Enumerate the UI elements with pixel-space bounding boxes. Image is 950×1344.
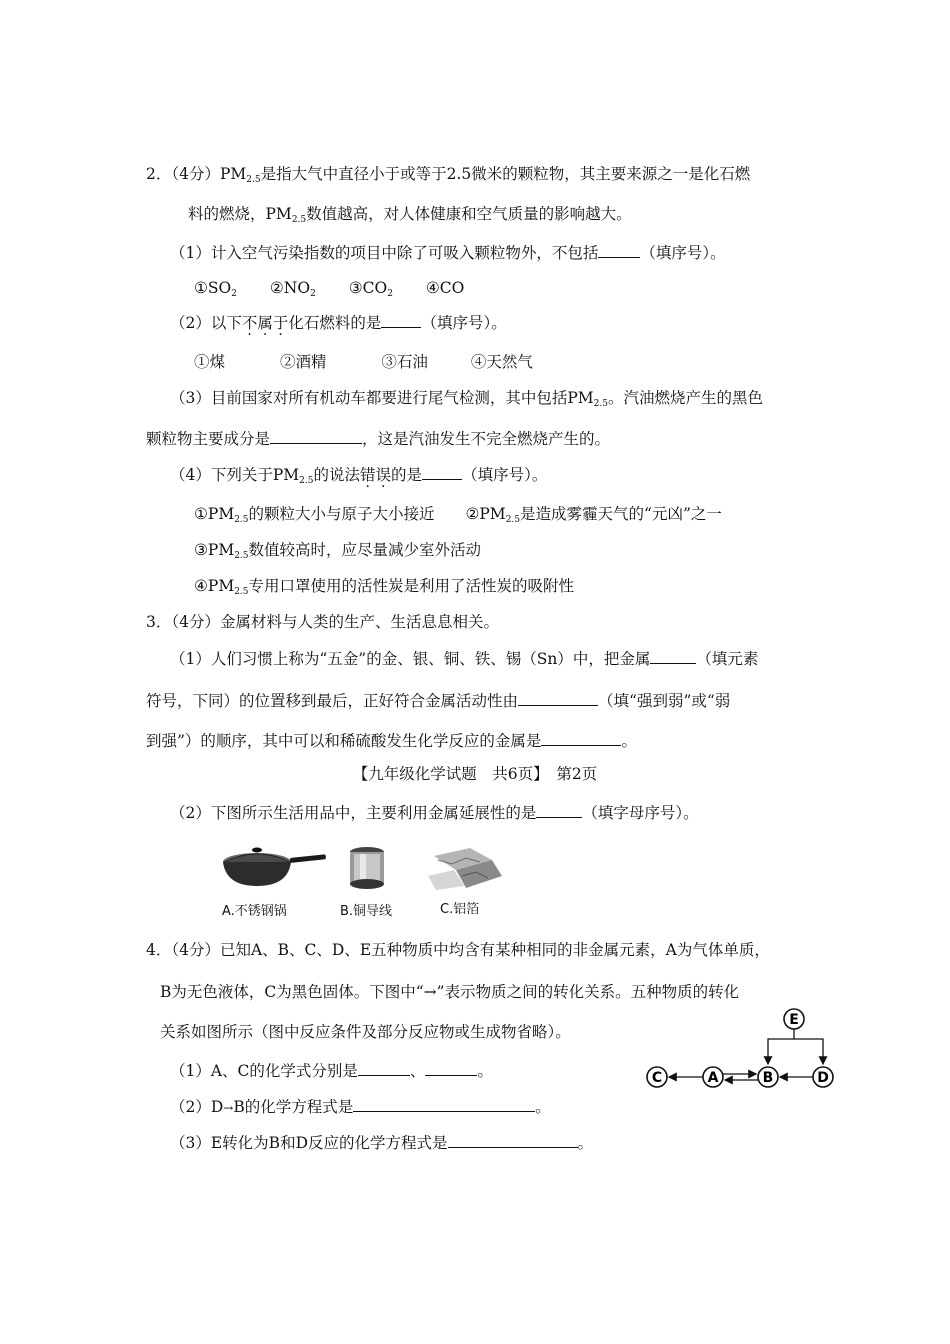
q4-sub3: （3）E转化为B和D反应的化学方程式是 。 [170, 1134, 594, 1152]
emphasis-text: 不属于 [241, 314, 289, 332]
q4-heading-line2: B为无色液体，C为黑色固体。下图中“→”表示物质之间的转化关系。五种物质的转化 [160, 983, 740, 1001]
item-label-c: C.铝箔 [440, 902, 480, 917]
q3-sub1-line2: 符号，下同）的位置移到最后，正好符合金属活动性由 （填“强到弱”或“弱 [146, 692, 731, 710]
answer-blank[interactable] [536, 802, 582, 818]
option: $③CO_2$ [348, 279, 393, 299]
q2-sub1-options [194, 278, 464, 304]
answer-blank[interactable] [541, 730, 621, 746]
q2-heading-line2: 料的燃烧，$PM_{2.5}$数值越高，对人体健康和空气质量的影响越大。 [188, 205, 632, 225]
svg-text:C: C [651, 1070, 663, 1086]
answer-blank[interactable] [270, 428, 362, 444]
q2-sub3: （3）目前国家对所有机动车都要进行尾气检测，其中包括$PM_{2.5}$。汽油燃烧产生的黑色 [170, 389, 764, 409]
option: ④CO [425, 279, 465, 297]
answer-blank[interactable] [425, 1060, 477, 1076]
q2-option-3: $③PM_{2.5}$数值较高时，应尽量减少室外活动 [194, 541, 482, 561]
q4-sub1: （1）A、C的化学式分别是 、 。 [170, 1062, 493, 1080]
q2-heading: 2．（4分）$PM_{2.5}$是指大气中直径小于或等于2.5微米的颗粒物，其主要来源之一是化石燃 [146, 165, 751, 185]
q2-sub2-options [194, 352, 533, 372]
emphasis-text: 错误 [360, 466, 392, 484]
answer-blank[interactable] [650, 648, 696, 664]
q3-heading: 3．（4分）金属材料与人类的生产、生活息息相关。 [146, 613, 499, 631]
node-b [758, 1067, 778, 1087]
answer-blank[interactable] [598, 242, 640, 258]
option: ①煤 [194, 353, 226, 371]
svg-text:A: A [707, 1070, 719, 1086]
item-label-a: A.不锈钢锅 [222, 904, 287, 919]
edge-e-branch [768, 1029, 794, 1064]
q2-option-1-2: $①PM_{2.5}$的颗粒大小与原子大小接近 $②PM_{2.5}$是造成雾霾天气的“元凶”之一 [194, 505, 722, 525]
option: $①SO_2$ [194, 279, 237, 299]
item-label-b: B.铜导线 [340, 904, 393, 919]
answer-blank[interactable] [381, 312, 421, 328]
node-c [647, 1067, 667, 1087]
q2-sub1: （1）计入空气污染指数的项目中除了可吸入颗粒物外，不包括 （填序号）。 [170, 244, 726, 262]
conversion-diagram [640, 1005, 840, 1095]
answer-blank[interactable] [448, 1132, 578, 1148]
answer-blank[interactable] [353, 1096, 535, 1112]
q3-sub2: （2）下图所示生活用品中，主要利用金属延展性的是 （填字母序号）。 [170, 804, 699, 822]
edge-e-to-d [794, 1039, 823, 1064]
q3-sub1-line3: 到强”）的顺序，其中可以和稀硫酸发生化学反应的金属是 。 [146, 732, 637, 750]
option: ③石油 [381, 353, 428, 371]
svg-text:E: E [789, 1012, 799, 1028]
q2-sub2: （2）以下不属于化石燃料的是 （填序号）。 [170, 314, 507, 332]
q4-sub2: （2）D→B的化学方程式是 。 [170, 1098, 551, 1116]
node-a [703, 1067, 723, 1087]
q2-sub4: （4）下列关于$PM_{2.5}$的说法错误的是 （填序号）。 [170, 466, 548, 486]
q4-heading: 4．（4分）已知A、B、C、D、E五种物质中均含有某种相同的非金属元素，A为气体单质， [146, 941, 770, 959]
svg-text:D: D [817, 1070, 829, 1086]
page-footer: 【九年级化学试题 共6页】 第2页 [352, 765, 598, 783]
q3-sub1: （1）人们习惯上称为“五金”的金、银、铜、铁、锡（Sn）中，把金属 （填元素 [170, 650, 759, 668]
answer-blank[interactable] [358, 1060, 410, 1076]
q2-sub3-line2: 颗粒物主要成分是 ，这是汽油发生不完全燃烧产生的。 [146, 430, 611, 448]
node-e [784, 1009, 804, 1029]
aluminum-foil-image [426, 846, 506, 892]
q4-heading-line3: 关系如图所示（图中反应条件及部分反应物或生成物省略）。 [160, 1023, 571, 1041]
q2-option-4: $④PM_{2.5}$专用口罩使用的活性炭是利用了活性炭的吸附性 [194, 577, 575, 597]
option: ④天然气 [470, 353, 533, 371]
option: $②NO_2$ [269, 279, 316, 299]
wok-image [212, 842, 328, 894]
option: ②酒精 [279, 353, 327, 371]
node-d [813, 1067, 833, 1087]
svg-text:B: B [762, 1070, 774, 1086]
answer-blank[interactable] [422, 464, 462, 480]
answer-blank[interactable] [518, 690, 598, 706]
copper-wire-spool-image [346, 846, 388, 890]
